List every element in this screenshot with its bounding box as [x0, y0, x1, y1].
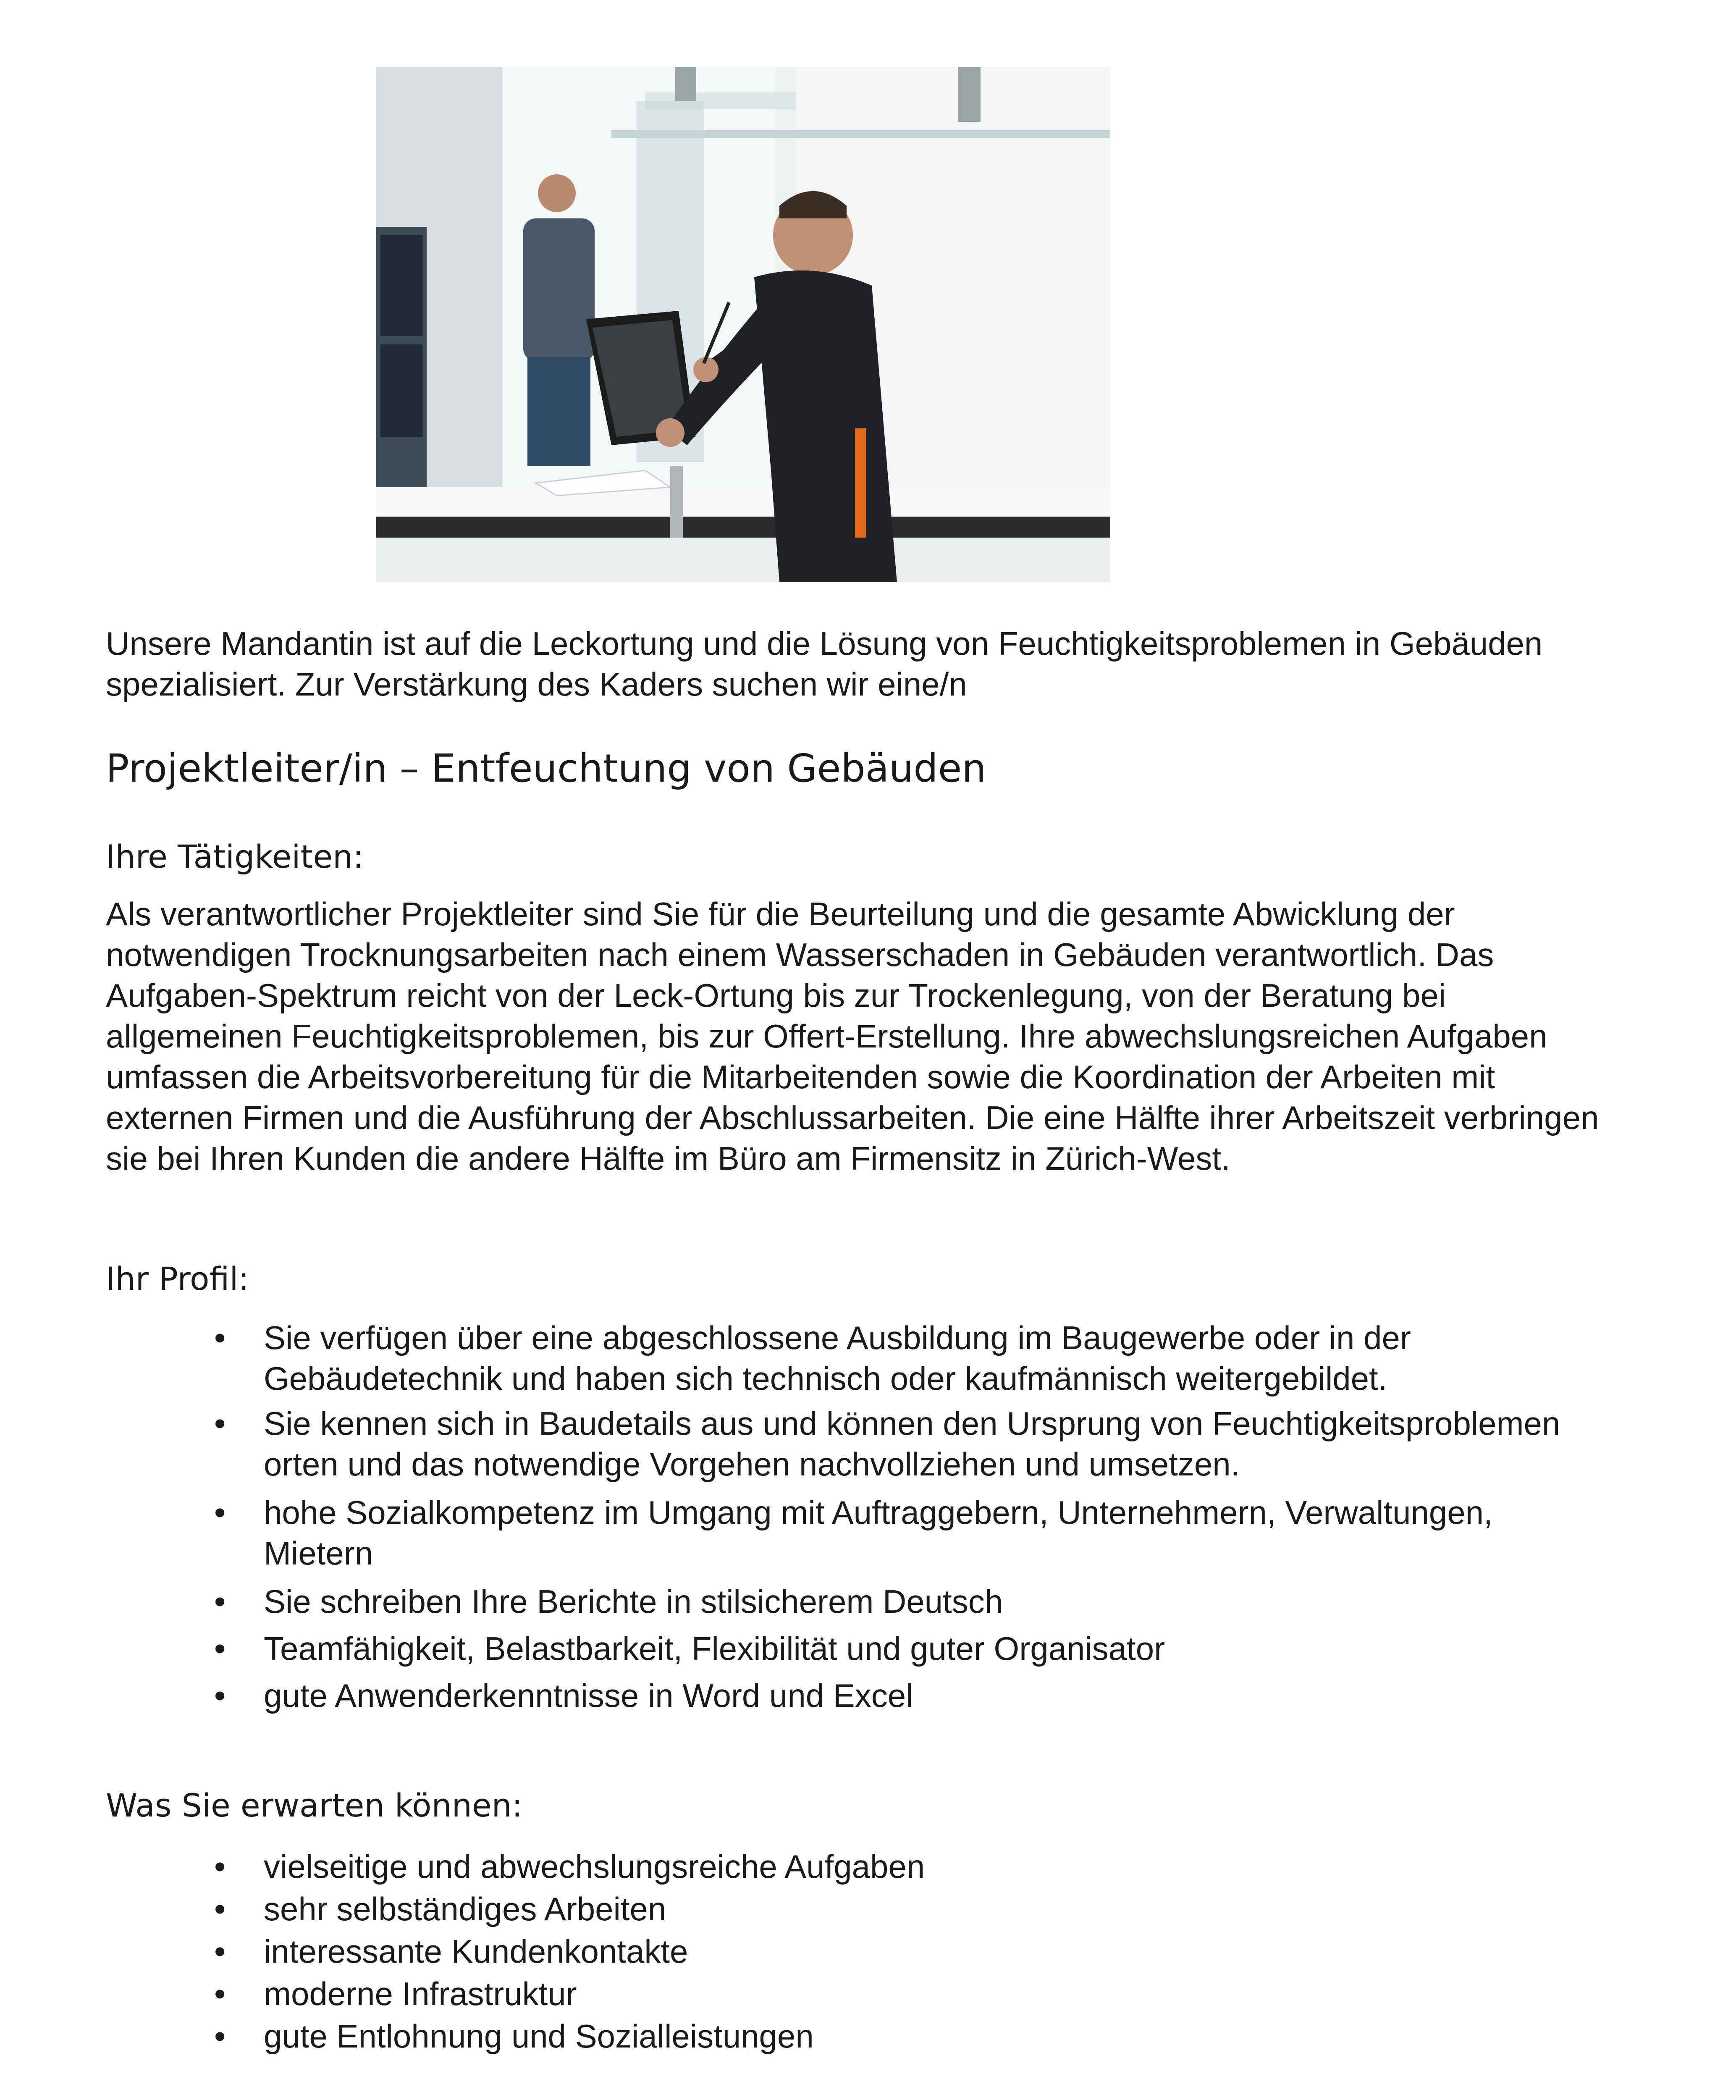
- profile-item-text: Sie kennen sich in Baudetails aus und können den Ursprung von Feuchtigkeitsproblemen orten und das notwendige Vorgehen nachvollziehen und umsetzen.: [264, 1405, 1560, 1483]
- offer-item-text: moderne Infrastruktur: [264, 1975, 577, 2012]
- profile-item-text: Sie verfügen über eine abgeschlossene Ausbildung im Baugewerbe oder in der Gebäudetechnik und haben sich technisch oder kaufmännisch weitergebildet.: [264, 1319, 1411, 1397]
- profile-item: [214, 1492, 1608, 1574]
- offer-item-text: gute Entlohnung und Sozialleistungen: [264, 2018, 814, 2055]
- duties-text: Als verantwortlicher Projektleiter sind Sie für die Beurteilung und die gesamte Abwicklung der notwendigen Trocknungsarbeiten nach einem Wasserschaden in Gebäuden verantwortlich. Das Aufgaben-Spektrum reicht von der Leck-Ortung bis zur Trockenlegung, von der Beratung bei allgemeinen Feuchtigkeitsproblemen, bis zur Offert-Erstellung. Ihre abwechslungsreichen Aufgaben umfassen die Arbeitsvorbereitung für die Mitarbeitenden sowie die Koordination der Arbeiten mit externen Firmen und die Ausführung der Abschlussarbeiten. Die eine Hälfte ihrer Arbeitszeit verbringen sie bei Ihren Kunden die andere Hälfte im Büro am Firmensitz in Zürich-West.: [106, 895, 1599, 1177]
- offer-item: [214, 2015, 1608, 2058]
- offer-item: [214, 1888, 1608, 1930]
- profile-item: [214, 1318, 1608, 1399]
- offer-item-text: vielseitige und abwechslungsreiche Aufgaben: [264, 1848, 925, 1885]
- intro-text: Unsere Mandantin ist auf die Leckortung und die Lösung von Feuchtigkeitsproblemen in Gebäuden spezialisiert. Zur Verstärkung des Kaders suchen wir eine/n: [106, 625, 1543, 703]
- offer-list: [214, 1845, 1608, 2058]
- bullet-icon: •: [214, 1319, 226, 1356]
- job-title: Projektleiter/in – Entfeuchtung von Gebäuden: [106, 746, 986, 791]
- offer-item-text: sehr selbständiges Arbeiten: [264, 1890, 666, 1927]
- profile-item: [214, 1628, 1608, 1669]
- offer-item: [214, 1845, 1608, 1888]
- bullet-icon: •: [214, 1975, 226, 2012]
- profile-item: [214, 1403, 1608, 1485]
- duties-heading: Ihre Tätigkeiten:: [106, 838, 364, 875]
- profile-heading: Ihr Profil:: [106, 1260, 249, 1297]
- bullet-icon: •: [214, 1933, 226, 1970]
- profile-item-text: hohe Sozialkompetenz im Umgang mit Auftraggebern, Unternehmern, Verwaltungen, Mietern: [264, 1494, 1493, 1572]
- offer-item: [214, 1930, 1608, 1973]
- bullet-icon: •: [214, 1583, 226, 1620]
- profile-item: [214, 1675, 1608, 1716]
- profile-item-text: Teamfähigkeit, Belastbarkeit, Flexibilität und guter Organisator: [264, 1630, 1165, 1667]
- bullet-icon: •: [214, 1890, 226, 1927]
- profile-item-text: gute Anwenderkenntnisse in Word und Excel: [264, 1677, 913, 1714]
- offer-heading: Was Sie erwarten können:: [106, 1787, 523, 1824]
- offer-item: [214, 1973, 1608, 2015]
- bullet-icon: •: [214, 1630, 226, 1667]
- bullet-icon: •: [214, 1677, 226, 1714]
- bullet-icon: •: [214, 1494, 226, 1531]
- bullet-icon: •: [214, 1405, 226, 1442]
- bullet-icon: •: [214, 2018, 226, 2055]
- photo-illustration: [376, 67, 1110, 582]
- offer-item-text: interessante Kundenkontakte: [264, 1933, 688, 1970]
- header-photo: [376, 67, 1110, 582]
- profile-item-text: Sie schreiben Ihre Berichte in stilsicherem Deutsch: [264, 1583, 1003, 1620]
- profile-list: [214, 1318, 1608, 1716]
- profile-item: [214, 1581, 1608, 1622]
- bullet-icon: •: [214, 1848, 226, 1885]
